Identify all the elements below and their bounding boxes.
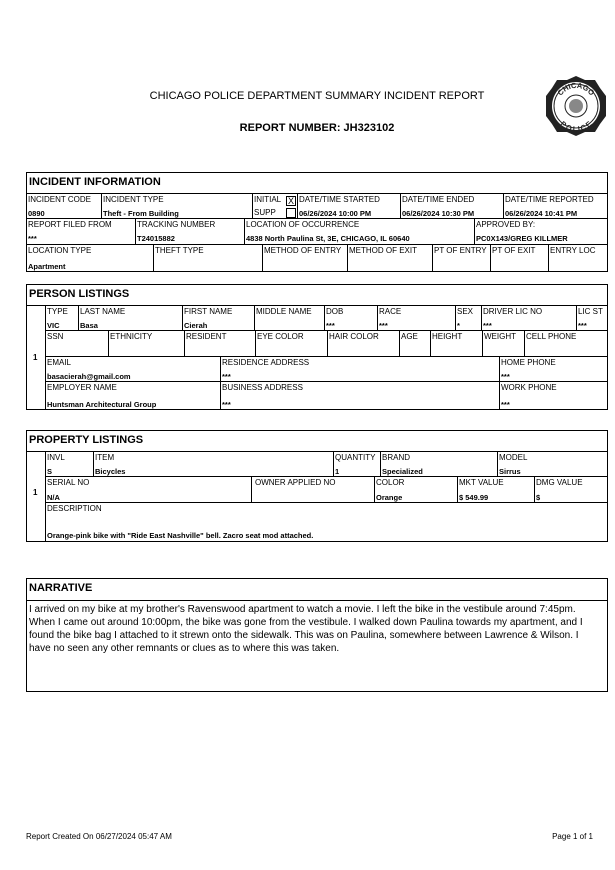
employer-value: Huntsman Architectural Group [47, 400, 157, 409]
email-label: EMAIL [47, 358, 72, 367]
filed-from-label: REPORT FILED FROM [28, 220, 112, 229]
ssn-cell [45, 330, 109, 356]
residence-value: *** [222, 372, 231, 381]
method-entry-cell [262, 244, 348, 272]
dt-reported-cell [503, 193, 608, 219]
first-name-cell [182, 305, 255, 331]
filed-from-cell [27, 218, 136, 244]
sex-value: * [457, 321, 460, 330]
quantity-cell [333, 451, 381, 477]
lic-st-cell [576, 305, 608, 331]
sex-label: SEX [457, 307, 474, 316]
person-heading: PERSON LISTINGS [29, 288, 130, 300]
tracking-value: T24015882 [137, 234, 175, 243]
location-label: LOCATION OF OCCURRENCE [246, 220, 360, 229]
model-label: MODEL [499, 453, 528, 462]
work-phone-label: WORK PHONE [501, 383, 557, 392]
hair-color-cell [327, 330, 400, 356]
owner-applied-cell [251, 476, 375, 503]
business-value: *** [222, 400, 231, 409]
employer-cell [45, 381, 221, 410]
filed-from-value: *** [28, 234, 37, 243]
seal-text-bottom: POLICE [558, 119, 594, 134]
initial-checkbox: X [287, 196, 294, 206]
dt-started-label: DATE/TIME STARTED [299, 195, 380, 204]
tracking-cell [135, 218, 245, 244]
tracking-label: TRACKING NUMBER [137, 220, 216, 229]
approved-cell [474, 218, 608, 244]
invl-cell [45, 451, 94, 477]
location-type-value: Apartment [28, 262, 66, 271]
sex-cell [455, 305, 482, 331]
property-heading: PROPERTY LISTINGS [29, 434, 144, 446]
height-cell [430, 330, 483, 356]
age-cell [399, 330, 431, 356]
color-value: Orange [376, 493, 403, 502]
weight-cell [482, 330, 525, 356]
middle-name-cell [254, 305, 325, 331]
brand-label: BRAND [382, 453, 411, 462]
report-title: CHICAGO POLICE DEPARTMENT SUMMARY INCIDENT REPORT [149, 90, 485, 102]
color-cell [374, 476, 458, 503]
dt-reported-label: DATE/TIME REPORTED [505, 195, 594, 204]
color-label: COLOR [376, 478, 405, 487]
location-type-cell [27, 244, 154, 272]
narrative-heading: NARRATIVE [29, 582, 93, 594]
hair-color-label: HAIR COLOR [329, 332, 379, 341]
page-number: Page 1 of 1 [552, 832, 593, 841]
email-value: basacierah@gmail.com [47, 372, 131, 381]
dmg-value-cell [534, 476, 608, 503]
item-value: Bicycles [95, 467, 126, 476]
supp-label: SUPP [254, 208, 276, 217]
description-label: DESCRIPTION [47, 504, 102, 513]
dt-ended-value: 06/26/2024 10:30 PM [402, 209, 475, 218]
report-number: REPORT NUMBER: JH323102 [239, 122, 395, 134]
property-section [26, 430, 608, 542]
cell-phone-label: CELL PHONE [526, 332, 577, 341]
incident-code-cell [27, 193, 102, 219]
serial-value: N/A [47, 493, 60, 502]
dt-ended-cell [400, 193, 504, 219]
dob-label: DOB [326, 307, 344, 316]
driver-lic-label: DRIVER LIC NO [483, 307, 543, 316]
dob-cell [324, 305, 378, 331]
theft-type-label: THEFT TYPE [155, 246, 204, 255]
residence-label: RESIDENCE ADDRESS [222, 358, 310, 367]
location-type-label: LOCATION TYPE [28, 246, 92, 255]
description-value: Orange-pink bike with "Ride East Nashville" bell. Zacro seat mod attached. [47, 531, 314, 540]
home-phone-value: *** [501, 372, 510, 381]
driver-lic-value: *** [483, 321, 492, 330]
driver-lic-cell [481, 305, 577, 331]
height-label: HEIGHT [432, 332, 463, 341]
email-cell [45, 356, 221, 382]
mkt-value-cell [457, 476, 535, 503]
middle-name-label: MIDDLE NAME [256, 307, 312, 316]
mkt-value-label: MKT VALUE [459, 478, 504, 487]
item-label: ITEM [95, 453, 115, 462]
person-type-cell [45, 305, 79, 331]
invl-label: INVL [47, 453, 65, 462]
brand-cell [380, 451, 498, 477]
theft-type-cell [153, 244, 263, 272]
dt-ended-label: DATE/TIME ENDED [402, 195, 475, 204]
police-seal-icon [545, 75, 607, 137]
entry-loc-label: ENTRY LOC [550, 246, 596, 255]
business-label: BUSINESS ADDRESS [222, 383, 303, 392]
ethnicity-label: ETHNICITY [110, 332, 153, 341]
ethnicity-cell [108, 330, 185, 356]
work-phone-cell [499, 381, 608, 410]
pt-entry-cell [432, 244, 491, 272]
pt-exit-label: PT OF EXIT [492, 246, 536, 255]
race-cell [377, 305, 456, 331]
first-name-value: Cierah [184, 321, 208, 330]
residence-cell [220, 356, 500, 382]
incident-section [26, 172, 608, 272]
initial-label: INITIAL [254, 195, 282, 204]
dob-value: *** [326, 321, 335, 330]
eye-color-cell [255, 330, 328, 356]
quantity-label: QUANTITY [335, 453, 376, 462]
resident-label: RESIDENT [186, 332, 227, 341]
serial-label: SERIAL NO [47, 478, 90, 487]
method-exit-cell [347, 244, 433, 272]
method-exit-label: METHOD OF EXIT [349, 246, 417, 255]
narrative-text: I arrived on my bike at my brother's Ravenswood apartment to watch a movie. I left the bike in the vestibule around 7:45pm. When I came out around 10:00pm, the bike was gone from the vestibule. I walked down Paulina towards my apartment, and I found the bike bag I attached to it strewn onto the sidewalk. This was on Paulina, somewhere between Lawrence & Wilson. I have no seen any other remnants or clues as to where this was taken. [29, 604, 583, 654]
pt-entry-label: PT OF ENTRY [434, 246, 487, 255]
cell-phone-cell [524, 330, 608, 356]
lic-st-value: *** [578, 321, 587, 330]
method-entry-label: METHOD OF ENTRY [264, 246, 342, 255]
home-phone-cell [499, 356, 608, 382]
owner-applied-label: OWNER APPLIED NO [255, 478, 336, 487]
narrative-section [26, 578, 608, 692]
seal-text-top: CHICAGO [555, 80, 597, 98]
report-created: Report Created On 06/27/2024 05:47 AM [26, 832, 172, 841]
incident-type-value: Theft - From Building [103, 209, 179, 218]
dt-reported-value: 06/26/2024 10:41 PM [505, 209, 578, 218]
serial-cell [45, 476, 252, 503]
age-label: AGE [401, 332, 418, 341]
ssn-label: SSN [47, 332, 64, 341]
item-cell [93, 451, 334, 477]
last-name-value: Basa [80, 321, 98, 330]
approved-value: PC0X143/GREG KILLMER [476, 234, 568, 243]
business-cell [220, 381, 500, 410]
person-section [26, 284, 608, 410]
model-value: Sirrus [499, 467, 521, 476]
person-type-label: TYPE [47, 307, 68, 316]
work-phone-value: *** [501, 400, 510, 409]
dmg-value-label: DMG VALUE [536, 478, 583, 487]
initial-supp-cell [252, 193, 298, 219]
description-cell [45, 502, 608, 542]
quantity-value: 1 [335, 467, 340, 476]
mkt-value-value: $ 549.99 [459, 493, 489, 502]
last-name-cell [78, 305, 183, 331]
resident-cell [184, 330, 256, 356]
person-row-number: 1 [33, 353, 38, 362]
incident-code-label: INCIDENT CODE [28, 195, 91, 204]
eye-color-label: EYE COLOR [257, 332, 304, 341]
race-value: *** [379, 321, 388, 330]
dmg-value-value: $ [536, 493, 541, 502]
model-cell [497, 451, 608, 477]
property-row-number: 1 [33, 488, 38, 497]
pt-exit-cell [490, 244, 549, 272]
location-cell [244, 218, 475, 244]
dt-started-cell [297, 193, 401, 219]
supp-checkbox [286, 208, 296, 218]
dt-started-value: 06/26/2024 10:00 PM [299, 209, 372, 218]
brand-value: Specialized [382, 467, 423, 476]
person-type-value: VIC [47, 321, 60, 330]
incident-heading: INCIDENT INFORMATION [29, 176, 161, 188]
incident-type-cell [101, 193, 253, 219]
first-name-label: FIRST NAME [184, 307, 233, 316]
home-phone-label: HOME PHONE [501, 358, 556, 367]
approved-label: APPROVED BY: [476, 220, 536, 229]
location-value: 4838 North Paulina St, 3E, CHICAGO, IL 60640 [246, 234, 410, 243]
incident-code-value: 0890 [28, 209, 45, 218]
last-name-label: LAST NAME [80, 307, 126, 316]
entry-loc-cell [548, 244, 608, 272]
incident-type-label: INCIDENT TYPE [103, 195, 164, 204]
lic-st-label: LIC ST [578, 307, 603, 316]
race-label: RACE [379, 307, 402, 316]
invl-value: S [47, 467, 53, 476]
employer-label: EMPLOYER NAME [47, 383, 117, 392]
weight-label: WEIGHT [484, 332, 516, 341]
